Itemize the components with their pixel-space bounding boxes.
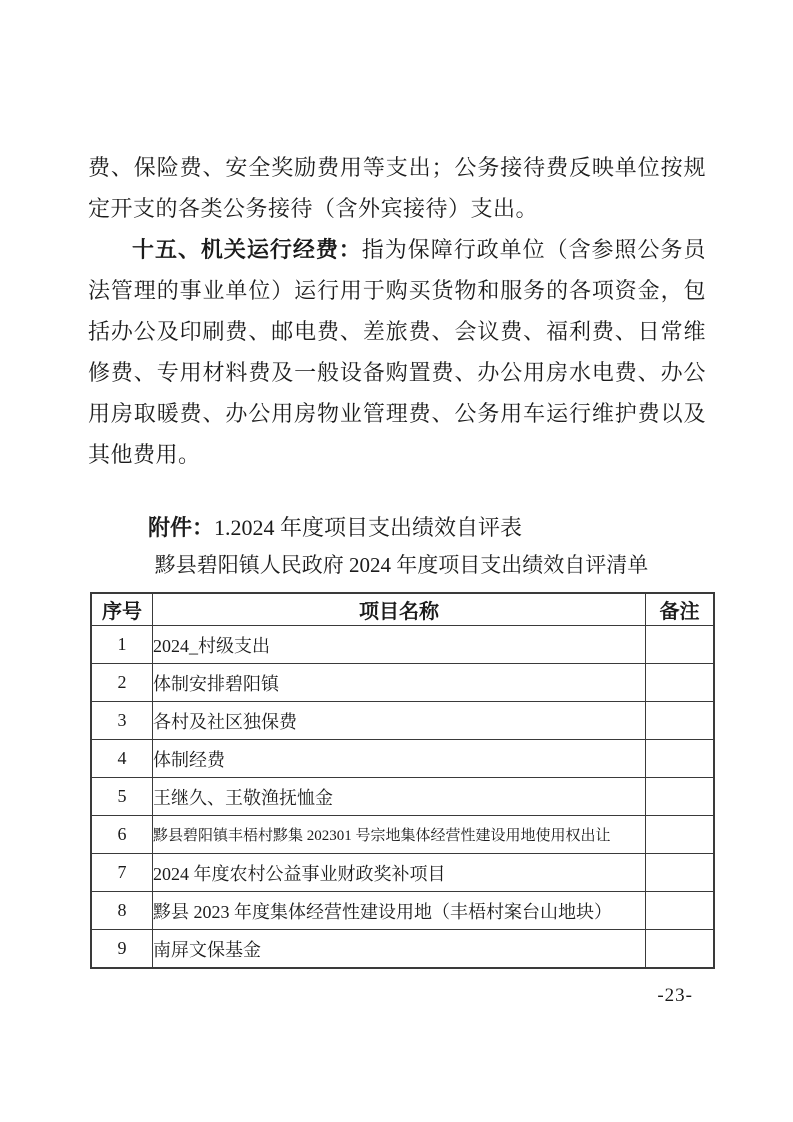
serial-number-cell: 8 (91, 892, 153, 930)
project-name-cell: 黟县碧阳镇丰梧村黟集 202301 号宗地集体经营性建设用地使用权出让 (153, 816, 646, 854)
table-title: 黟县碧阳镇人民政府 2024 年度项目支出绩效自评清单 (154, 553, 649, 577)
header-note: 备注 (646, 593, 715, 626)
project-list-table (90, 592, 715, 969)
table-row (91, 626, 714, 664)
note-cell (646, 816, 715, 854)
project-name-cell: 南屏文保基金 (153, 930, 646, 969)
table-row (91, 930, 714, 969)
project-name-cell: 2024 年度农村公益事业财政奖补项目 (153, 854, 646, 892)
document-content (88, 147, 706, 969)
table-row (91, 740, 714, 778)
section-15-body: 指为保障行政单位（含参照公务员法管理的事业单位）运行用于购买货物和服务的各项资金，包括办公及印刷费、邮电费、差旅费、会议费、福利费、日常维修费、专用材料费及一般设备购置费、办公用房水电费、办公用房取暖费、办公用房物业管理费、公务用车运行维护费以及其他费用。 (88, 237, 706, 467)
table-row (91, 892, 714, 930)
note-cell (646, 702, 715, 740)
page-number: -23- (657, 985, 693, 1006)
header-serial-number: 序号 (91, 593, 153, 626)
attachment-title-text: 1.2024 年度项目支出绩效自评表 (214, 515, 523, 540)
attachment-line (148, 512, 706, 544)
project-name-cell: 2024_村级支出 (153, 626, 646, 664)
serial-number-cell: 3 (91, 702, 153, 740)
note-cell (646, 892, 715, 930)
table-row (91, 702, 714, 740)
note-cell (646, 626, 715, 664)
serial-number-cell: 4 (91, 740, 153, 778)
note-cell (646, 778, 715, 816)
project-name-cell: 黟县 2023 年度集体经营性建设用地（丰梧村案台山地块） (153, 892, 646, 930)
table-header-row (91, 593, 714, 626)
note-cell (646, 854, 715, 892)
header-project-name: 项目名称 (153, 593, 646, 626)
project-name-cell: 王继久、王敬渔抚恤金 (153, 778, 646, 816)
serial-number-cell: 2 (91, 664, 153, 702)
project-name-cell: 体制经费 (153, 740, 646, 778)
project-name-cell: 体制安排碧阳镇 (153, 664, 646, 702)
serial-number-cell: 1 (91, 626, 153, 664)
serial-number-cell: 7 (91, 854, 153, 892)
project-name-cell: 各村及社区独保费 (153, 702, 646, 740)
note-cell (646, 664, 715, 702)
table-row (91, 816, 714, 854)
table-row (91, 854, 714, 892)
table-row (91, 664, 714, 702)
attachment-label: 附件： (148, 515, 215, 540)
paragraph-continuation: 费、保险费、安全奖励费用等支出；公务接待费反映单位按规定开支的各类公务接待（含外宾接待）支出。 (88, 155, 706, 221)
table-row (91, 778, 714, 816)
paragraph-section-15 (88, 229, 706, 475)
serial-number-cell: 6 (91, 816, 153, 854)
section-15-heading: 十五、机关运行经费： (132, 237, 362, 262)
serial-number-cell: 9 (91, 930, 153, 969)
serial-number-cell: 5 (91, 778, 153, 816)
note-cell (646, 930, 715, 969)
note-cell (646, 740, 715, 778)
